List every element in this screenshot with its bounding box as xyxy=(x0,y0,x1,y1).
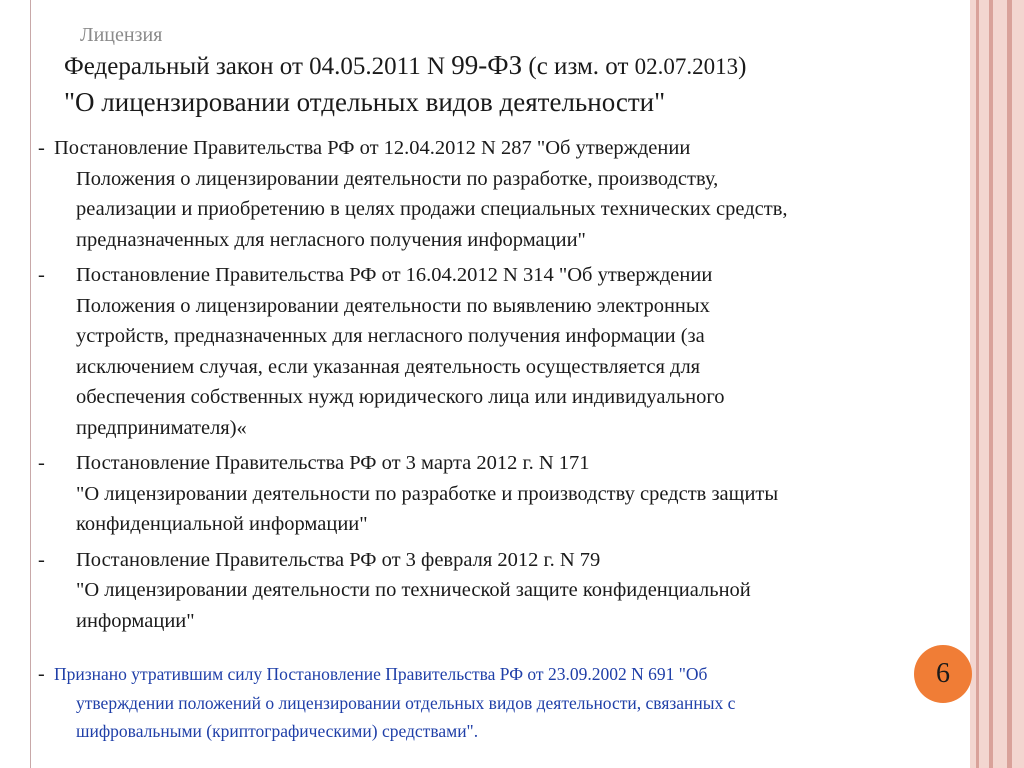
list-line: Постановление Правительства РФ от 16.04.2012 N 314 "Об утверждении xyxy=(76,264,713,286)
list-line: обеспечения собственных нужд юридического лица или индивидуального xyxy=(76,386,725,408)
list-item xyxy=(38,545,968,637)
list-line: предназначенных для негласного получения информации" xyxy=(76,228,586,251)
repealed-note xyxy=(38,660,918,746)
list-dash: - xyxy=(38,137,45,159)
list-line: Положения о лицензировании деятельности по выявлению электронных xyxy=(76,294,710,317)
list-line: информации" xyxy=(76,609,195,632)
list-dash: - xyxy=(38,452,45,474)
decorative-stripes xyxy=(970,0,1024,768)
list-line: конфиденциальной информации" xyxy=(76,513,368,535)
section-label: Лицензия xyxy=(80,24,163,46)
list-dash: - xyxy=(38,548,45,571)
list-line: "О лицензировании деятельности по разработке и производству средств защиты xyxy=(76,482,779,505)
law-heading xyxy=(64,50,746,81)
law-amend-open: (с изм. от xyxy=(522,53,635,80)
repealed-line: утверждении положений о лицензировании отдельных видов деятельности, связанных с xyxy=(76,692,736,713)
list-line: Постановление Правительства РФ от 12.04.2012 N 287 "Об утверждении xyxy=(54,137,691,159)
page-number-badge: 6 xyxy=(914,645,972,703)
list-dash: - xyxy=(38,264,45,286)
list-line: реализации и приобретению в целях продажи специальных технических средств, xyxy=(76,198,788,220)
law-amend-close: ) xyxy=(738,53,747,80)
law-prefix: Федеральный закон от 04.05.2011 N xyxy=(64,53,452,80)
law-number: 99-ФЗ xyxy=(451,50,523,80)
list-line: "О лицензировании деятельности по технической защите конфиденциальной xyxy=(76,579,751,601)
list-line: Постановление Правительства РФ от 3 февраля 2012 г. N 79 xyxy=(76,548,601,571)
list-line: Постановление Правительства РФ от 3 марта 2012 г. N 171 xyxy=(76,452,590,474)
law-title: "О лицензировании отдельных видов деятельности" xyxy=(64,87,666,117)
law-amend-date: 02.07.2013 xyxy=(634,54,739,79)
list-line: предпринимателя)« xyxy=(76,416,247,439)
list-item xyxy=(38,260,968,443)
repealed-line: шифровальными (криптографическими) средствами". xyxy=(76,721,479,741)
list-item xyxy=(38,133,968,255)
list-line: устройств, предназначенных для негласного получения информации (за xyxy=(76,325,705,347)
repealed-dash: - xyxy=(38,663,45,685)
list-line: исключением случая, если указанная деятельность осуществляется для xyxy=(76,355,701,378)
left-frame-line xyxy=(30,0,31,768)
list-line: Положения о лицензировании деятельности по разработке, производству, xyxy=(76,167,719,190)
list-item xyxy=(38,448,968,540)
repealed-line: Признано утратившим силу Постановление Правительства РФ от 23.09.2002 N 691 "Об xyxy=(54,664,708,684)
regulations-list xyxy=(38,133,968,641)
